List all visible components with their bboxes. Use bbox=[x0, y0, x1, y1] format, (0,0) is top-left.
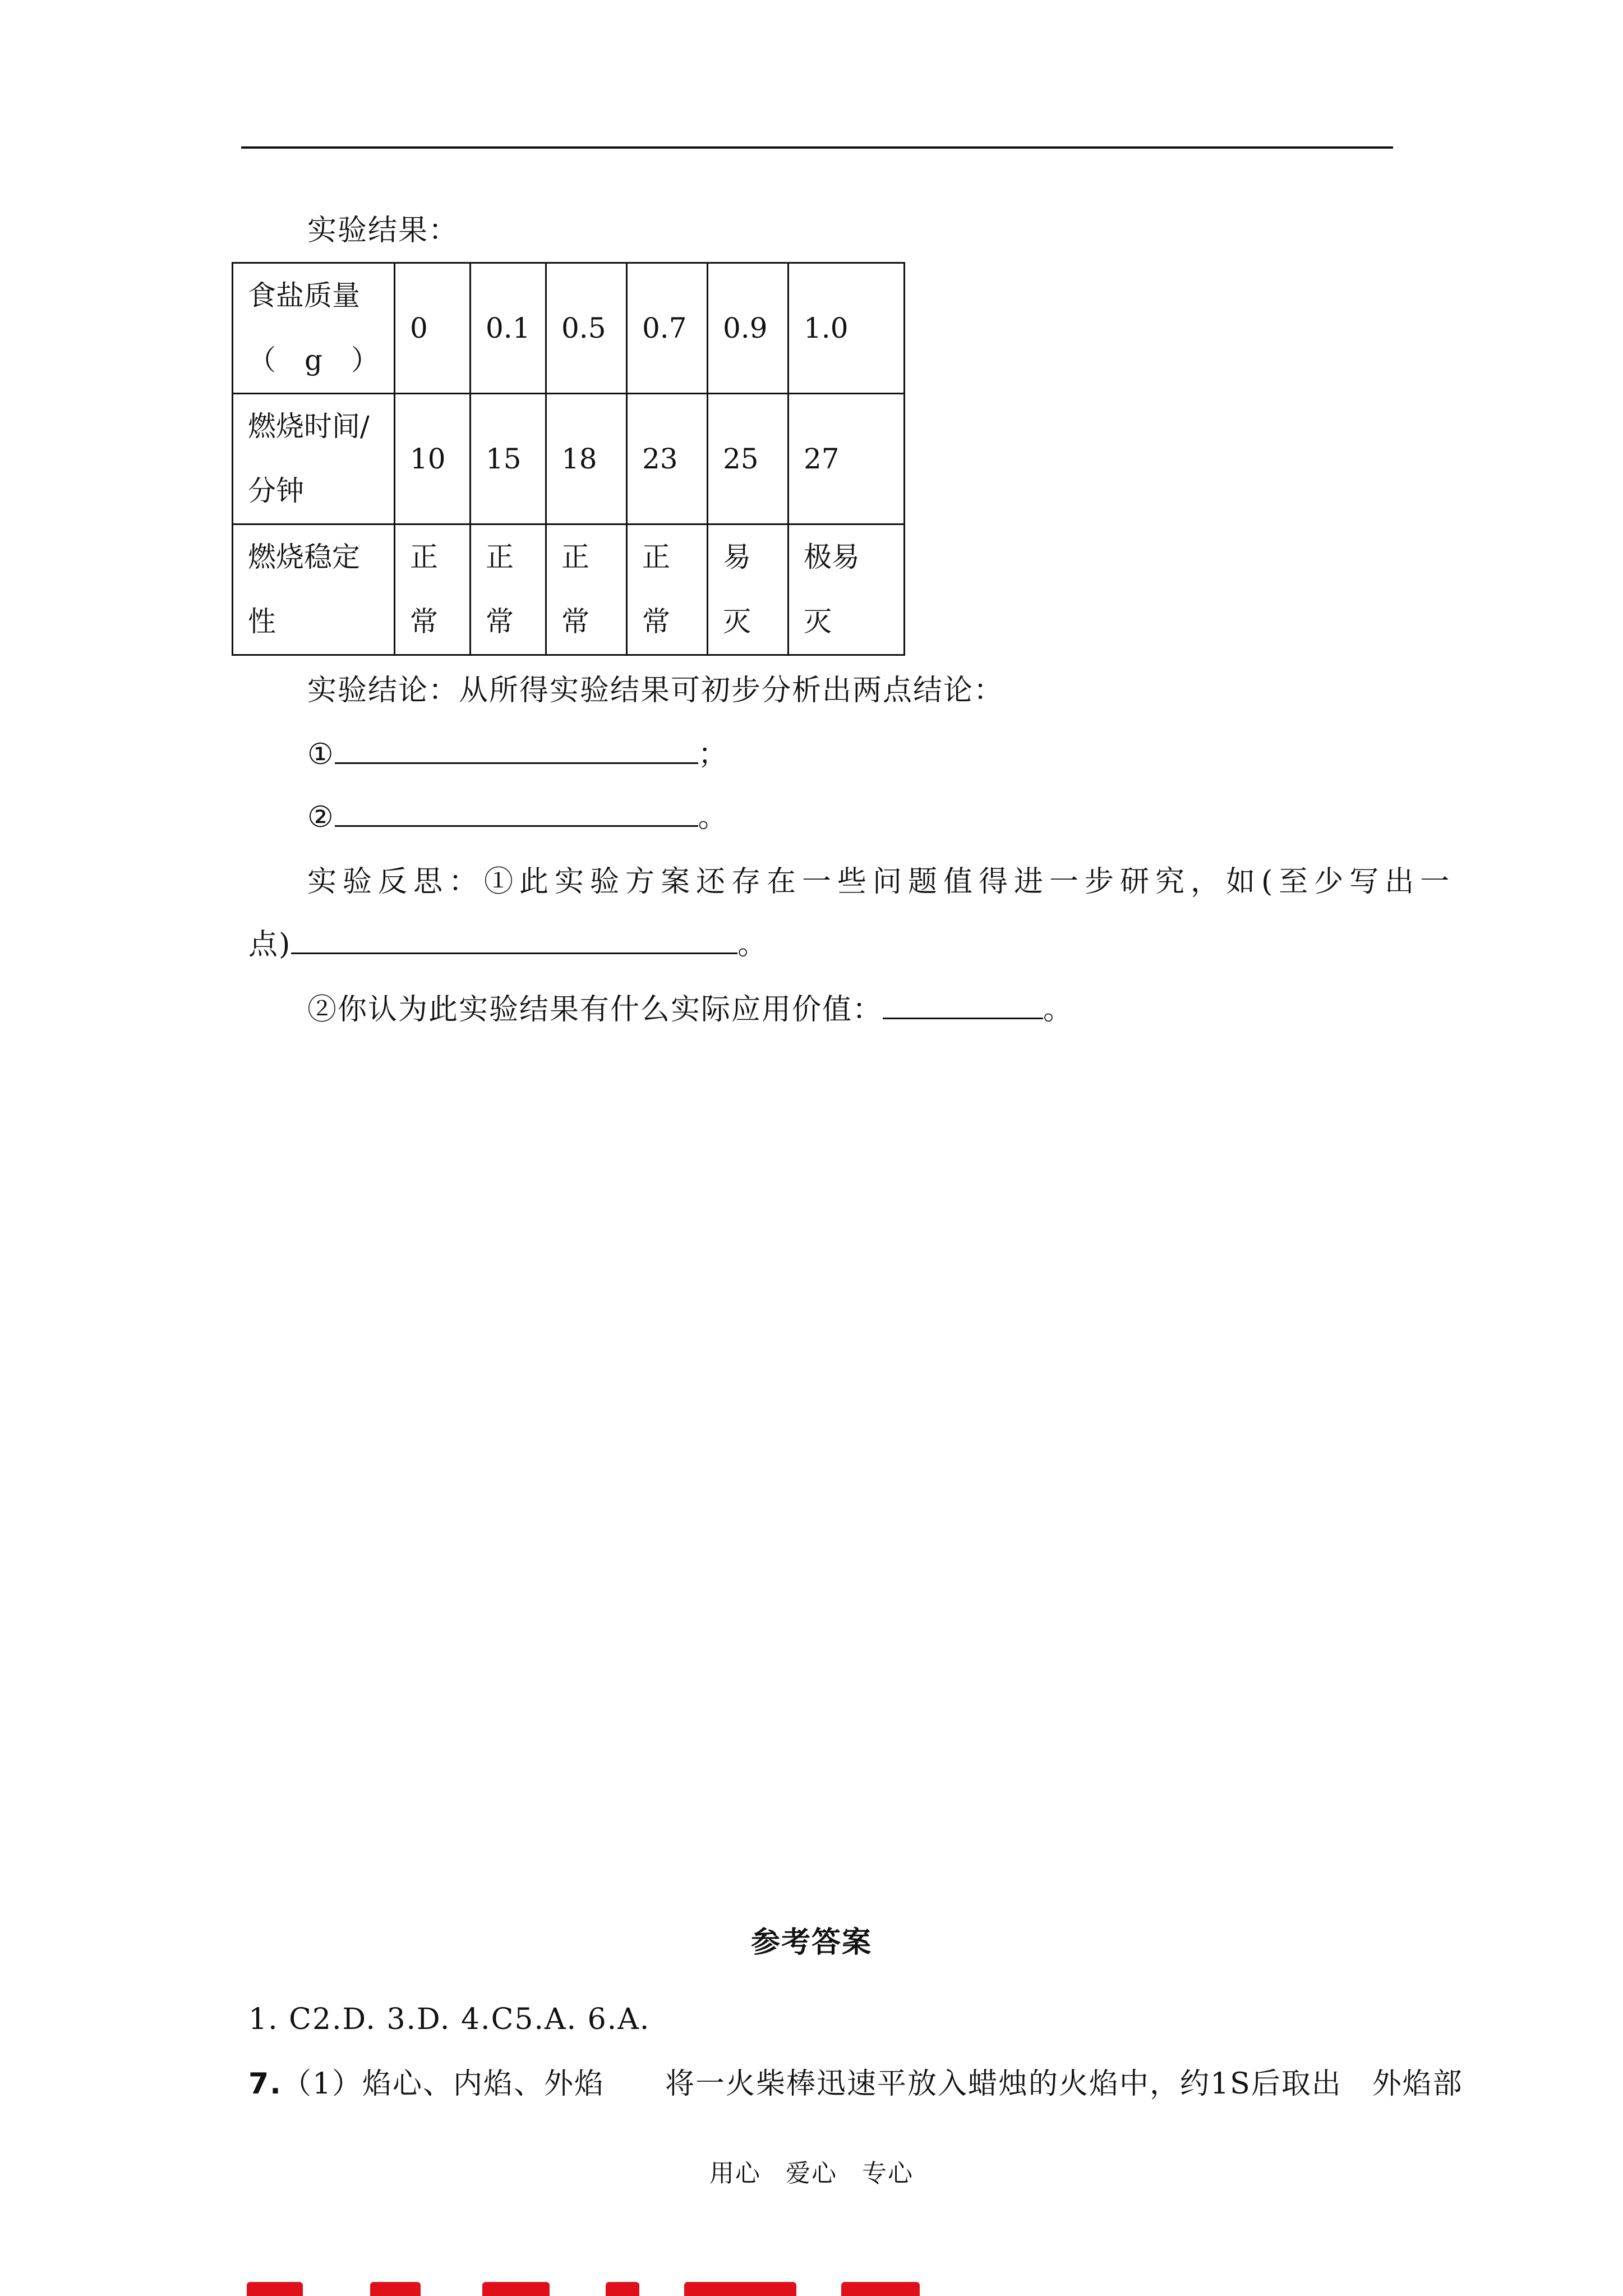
blank-marker: ② bbox=[307, 800, 335, 834]
blank-end: 。 bbox=[698, 800, 728, 834]
blank-end: ； bbox=[698, 738, 728, 771]
table-cell: 0 bbox=[395, 263, 471, 394]
table-cell: 18 bbox=[546, 394, 627, 524]
reflection-line-2-start: 点) bbox=[248, 928, 292, 961]
table-cell: 0.5 bbox=[546, 263, 627, 394]
table-cell: 27 bbox=[789, 394, 905, 524]
blank-marker: ① bbox=[307, 738, 335, 771]
conclusion-blank-2 bbox=[307, 798, 728, 837]
header-rule bbox=[241, 146, 1393, 149]
answer-blank[interactable] bbox=[291, 926, 737, 954]
table-cell: 极易灭 bbox=[789, 524, 905, 655]
table-row-salt-mass bbox=[233, 263, 905, 394]
conclusion-text: 实验结论：从所得实验结果可初步分析出两点结论： bbox=[307, 674, 1004, 707]
table-cell: 正常 bbox=[471, 524, 546, 655]
row-header-burn-time bbox=[233, 394, 395, 524]
answer-7-number: 7. bbox=[248, 2067, 282, 2101]
reflection-q2-text: ②你认为此实验结果有什么实际应用价值： bbox=[307, 993, 883, 1027]
table-cell: 25 bbox=[708, 394, 789, 524]
answers-heading: 参考答案 bbox=[750, 1926, 872, 1959]
results-table bbox=[232, 262, 905, 656]
table-row-burn-time bbox=[233, 394, 905, 524]
answer-7-text: （1）焰心、内焰、外焰 将一火柴棒迅速平放入蜡烛的火焰中，约1S后取出 外焰部 bbox=[282, 2067, 1463, 2101]
table-cell: 正常 bbox=[627, 524, 708, 655]
table-cell: 易灭 bbox=[708, 524, 789, 655]
table-cell: 23 bbox=[627, 394, 708, 524]
row-header-salt-mass bbox=[233, 263, 395, 394]
answer-blank[interactable] bbox=[883, 991, 1043, 1019]
reflection-q2-end: 。 bbox=[1043, 993, 1074, 1027]
table-cell: 15 bbox=[471, 394, 546, 524]
reflection-question-2 bbox=[307, 990, 1073, 1029]
table-cell: 正常 bbox=[546, 524, 627, 655]
reflection-text-1: 实验反思：①此实验方案还存在一些问题值得进一步研究，如(至少写出一 bbox=[307, 865, 1456, 899]
table-cell: 0.7 bbox=[627, 263, 708, 394]
results-label: 实验结果： bbox=[307, 214, 459, 247]
row-header-text: 燃烧稳定性 bbox=[248, 541, 360, 638]
answer-blank[interactable] bbox=[335, 735, 698, 764]
row-header-text: 燃烧时间/分钟 bbox=[248, 410, 370, 507]
conclusion-blank-1 bbox=[307, 735, 728, 774]
table-cell: 10 bbox=[395, 394, 471, 524]
answer-line-1: 1. C2.D. 3.D. 4.C5.A. 6.A. bbox=[248, 2003, 651, 2036]
table-cell: 0.1 bbox=[471, 263, 546, 394]
red-text-fragment bbox=[247, 2277, 948, 2296]
reflection-line-2-end: 。 bbox=[737, 928, 768, 961]
table-row-stability bbox=[233, 524, 905, 655]
reflection-line-2 bbox=[248, 925, 768, 964]
answer-blank[interactable] bbox=[335, 798, 698, 827]
table-cell: 1.0 bbox=[789, 263, 905, 394]
table-cell: 0.9 bbox=[708, 263, 789, 394]
row-header-text: 食盐质量（g） bbox=[248, 279, 379, 376]
table-cell: 正常 bbox=[395, 524, 471, 655]
row-header-stability bbox=[233, 524, 395, 655]
answer-line-7 bbox=[248, 2064, 1463, 2104]
page-footer: 用心 爱心 专心 bbox=[709, 2159, 914, 2188]
